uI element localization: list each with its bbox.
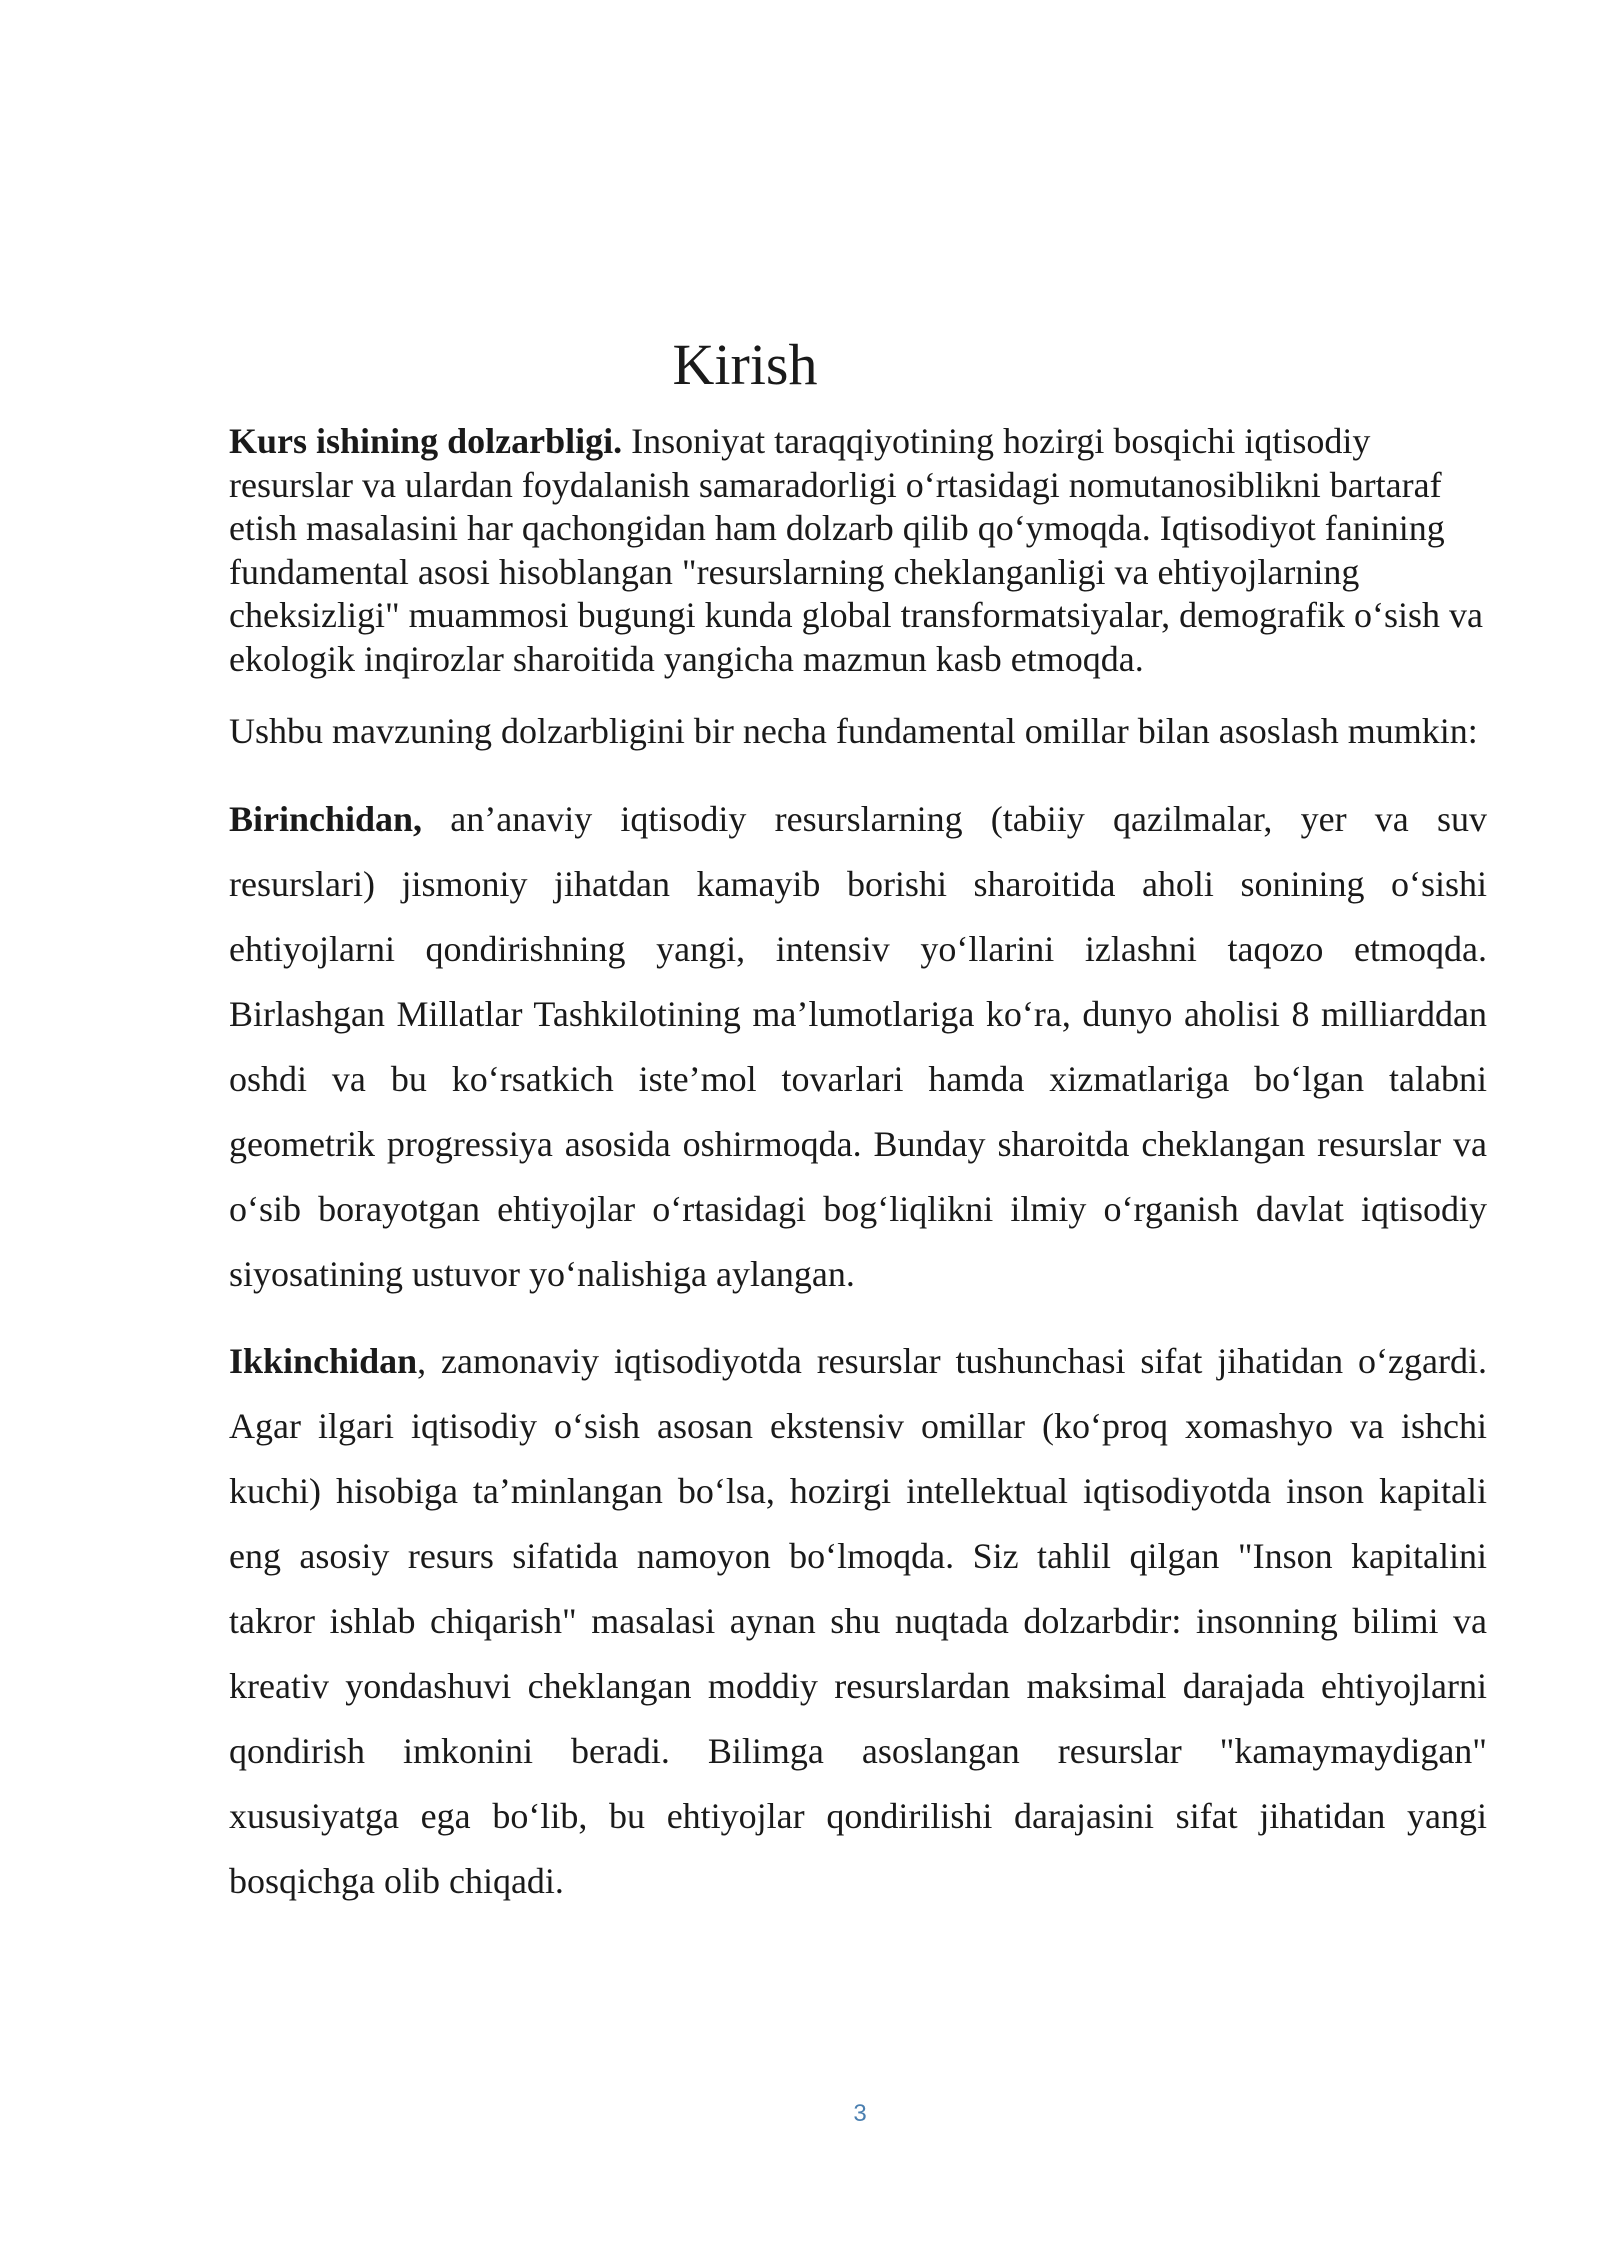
intro-bold-lead: Kurs ishining dolzarbligi. [229, 421, 623, 461]
paragraph-1-bold-lead: Birinchidan, [229, 799, 423, 839]
page-number: 3 [853, 2100, 867, 2127]
paragraph-1-text: an’anaviy iqtisodiy resurslarning (tabiiy qazilmalar, yer va suv resurslari) jismoniy jihatdan kamayib borishi sharoitida aholi sonining oʻsishi ehtiyojlarni qondirishning yangi, intensiv yoʻllarini izlashni taqozo etmoqda. Birlashgan Millatlar Tashkilotining ma’lumotlariga koʻra, dunyo aholisi 8 milliarddan oshdi va bu koʻrsatkich iste’mol tovarlari hamda xizmatlariga boʻlgan talabni geometrik progressiya asosida oshirmoqda. Bunday sharoitda cheklangan resurslar va oʻsib borayotgan ehtiyojlar oʻrtasidagi bogʻliqlikni ilmiy oʻrganish davlat iqtisodiy siyosatining ustuvor yoʻnalishiga aylangan. [229, 799, 1487, 1294]
lead-paragraph: Ushbu mavzuning dolzarbligini bir necha fundamental omillar bilan asoslash mumkin: [229, 711, 1478, 751]
document-body [229, 420, 1487, 1914]
paragraph-birinchidan [229, 787, 1487, 1307]
page-title: Kirish [672, 332, 818, 397]
intro-paragraph [229, 420, 1487, 681]
intro-text: Insoniyat taraqqiyotining hozirgi bosqichi iqtisodiy resurslar va ulardan foydalanish samaradorligi oʻrtasidagi nomutanosiblikni bartaraf etish masalasini har qachongidan ham dolzarb qilib qoʻymoqda. Iqtisodiyot fanining fundamental asosi hisoblangan "resurslarning cheklanganligi va ehtiyojlarning cheksizligi" muammosi bugungi kunda global transformatsiyalar, demografik oʻsish va ekologik inqirozlar sharoitida yangicha mazmun kasb etmoqda. [229, 421, 1483, 679]
paragraph-ikkinchidan [229, 1329, 1487, 1914]
paragraph-2-bold-lead: Ikkinchidan [229, 1341, 418, 1381]
paragraph-2-text: , zamonaviy iqtisodiyotda resurslar tushunchasi sifat jihatidan oʻzgardi. Agar ilgari iqtisodiy oʻsish asosan ekstensiv omillar (koʻproq xomashyo va ishchi kuchi) hisobiga ta’minlangan boʻlsa, hozirgi intellektual iqtisodiyotda inson kapitali eng asosiy resurs sifatida namoyon boʻlmoqda. Siz tahlil qilgan "Inson kapitalini takror ishlab chiqarish" masalasi aynan shu nuqtada dolzarbdir: insonning bilimi va kreativ yondashuvi cheklangan moddiy resurslardan maksimal darajada ehtiyojlarni qondirish imkonini beradi. Bilimga asoslangan resurslar "kamaymaydigan" xususiyatga ega boʻlib, bu ehtiyojlar qondirilishi darajasini sifat jihatidan yangi bosqichga olib chiqadi. [229, 1341, 1487, 1901]
